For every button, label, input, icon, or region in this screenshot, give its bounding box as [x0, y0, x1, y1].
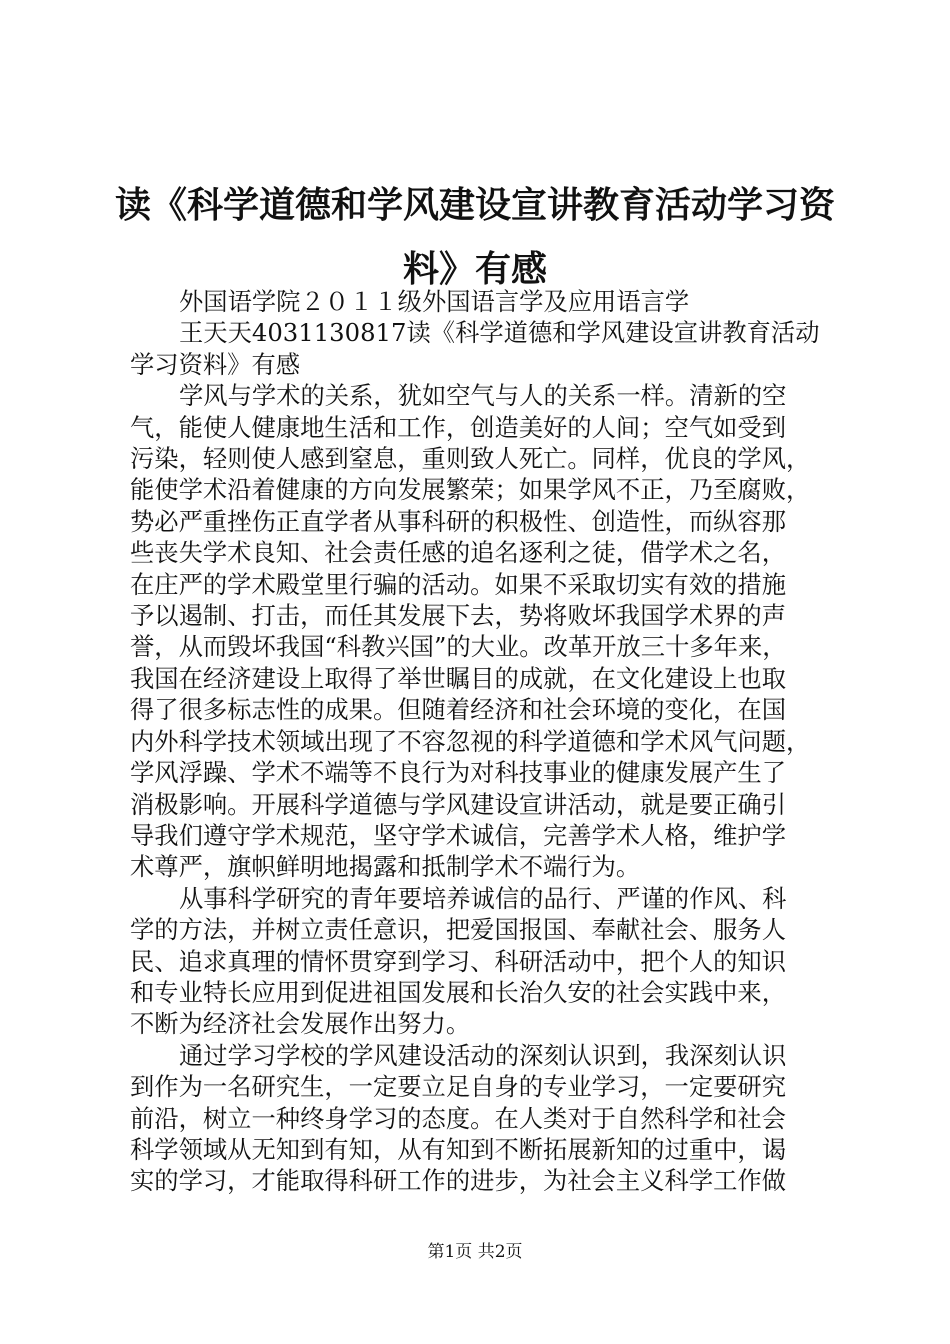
paragraph-1-line: 些丧失学术良知、社会责任感的追名逐利之徒，借学术之名， — [130, 538, 787, 568]
document-body — [130, 286, 830, 1197]
paragraph-1-line: 我国在经济建设上取得了举世瞩目的成就，在文化建设上也取 — [130, 663, 787, 693]
paragraph-1-line: 导我们遵守学术规范，坚守学术诚信，完善学术人格，维护学 — [130, 820, 787, 850]
paragraph-1-line: 消极影响。开展科学道德与学风建设宣讲活动，就是要正确引 — [130, 789, 787, 819]
paragraph-3-line: 到作为一名研究生，一定要立足自身的专业学习，一定要研究 — [130, 1072, 787, 1102]
paragraph-1-line: 学风浮躁、学术不端等不良行为对科技事业的健康发展产生了 — [130, 758, 787, 788]
author-line-continued: 学习资料》有感 — [130, 349, 301, 379]
paragraph-2-line: 学的方法，并树立责任意识，把爱国报国、奉献社会、服务人 — [130, 915, 787, 945]
paragraph-2-line: 不断为经济社会发展作出努力。 — [130, 1009, 471, 1039]
paragraph-1-line: 予以遏制、打击，而任其发展下去，势将败坏我国学术界的声 — [130, 601, 787, 631]
paragraph-1-line: 得了很多标志性的成果。但随着经济和社会环境的变化，在国 — [130, 695, 787, 725]
affiliation-line: 外国语学院２０１１级外国语言学及应用语言学 — [179, 287, 690, 316]
paragraph-1-line: 势必严重挫伤正直学者从事科研的积极性、创造性，而纵容那 — [130, 506, 787, 536]
paragraph-1-line: 术尊严，旗帜鲜明地揭露和抵制学术不端行为。 — [130, 852, 641, 882]
document-title-line-2: 料》有感 — [402, 249, 547, 290]
paragraph-3-line: 实的学习，才能取得科研工作的进步，为社会主义科学工作做 — [130, 1166, 787, 1196]
paragraph-1-line: 气，能使人健康地生活和工作，创造美好的人间；空气如受到 — [130, 412, 787, 442]
page-number-footer: 第1页 共2页 — [427, 1242, 523, 1262]
paragraph-2-line: 从事科学研究的青年要培养诚信的品行、严谨的作风、科 — [179, 883, 787, 913]
paragraph-1-line: 在庄严的学术殿堂里行骗的活动。如果不采取切实有效的措施 — [130, 569, 787, 599]
paragraph-1-line: 能使学术沿着健康的方向发展繁荣；如果学风不正，乃至腐败， — [130, 475, 811, 505]
paragraph-1-line: 誉，从而毁坏我国“科教兴国”的大业。改革开放三十多年来， — [130, 632, 787, 662]
paragraph-1-line: 内外科学技术领域出现了不容忽视的科学道德和学术风气问题， — [130, 726, 811, 756]
author-line: 王天天4031130817读《科学道德和学风建设宣讲教育活动 — [179, 318, 820, 348]
document-title-line-1: 读《科学道德和学风建设宣讲教育活动学习资 — [114, 185, 835, 226]
paragraph-2-line: 民、追求真理的情怀贯穿到学习、科研活动中，把个人的知识 — [130, 946, 787, 976]
paragraph-2-line: 和专业特长应用到促进祖国发展和长治久安的社会实践中来， — [130, 977, 787, 1007]
paragraph-1-line: 污染，轻则使人感到窒息，重则致人死亡。同样，优良的学风， — [130, 444, 811, 474]
paragraph-3-line: 科学领域从无知到有知，从有知到不断拓展新知的过重中，谒 — [130, 1134, 787, 1164]
paragraph-3-line: 前沿，树立一种终身学习的态度。在人类对于自然科学和社会 — [130, 1103, 787, 1133]
paragraph-1-line: 学风与学术的关系，犹如空气与人的关系一样。清新的空 — [179, 381, 787, 411]
paragraph-3-line: 通过学习学校的学风建设活动的深刻认识到，我深刻认识 — [179, 1040, 787, 1070]
